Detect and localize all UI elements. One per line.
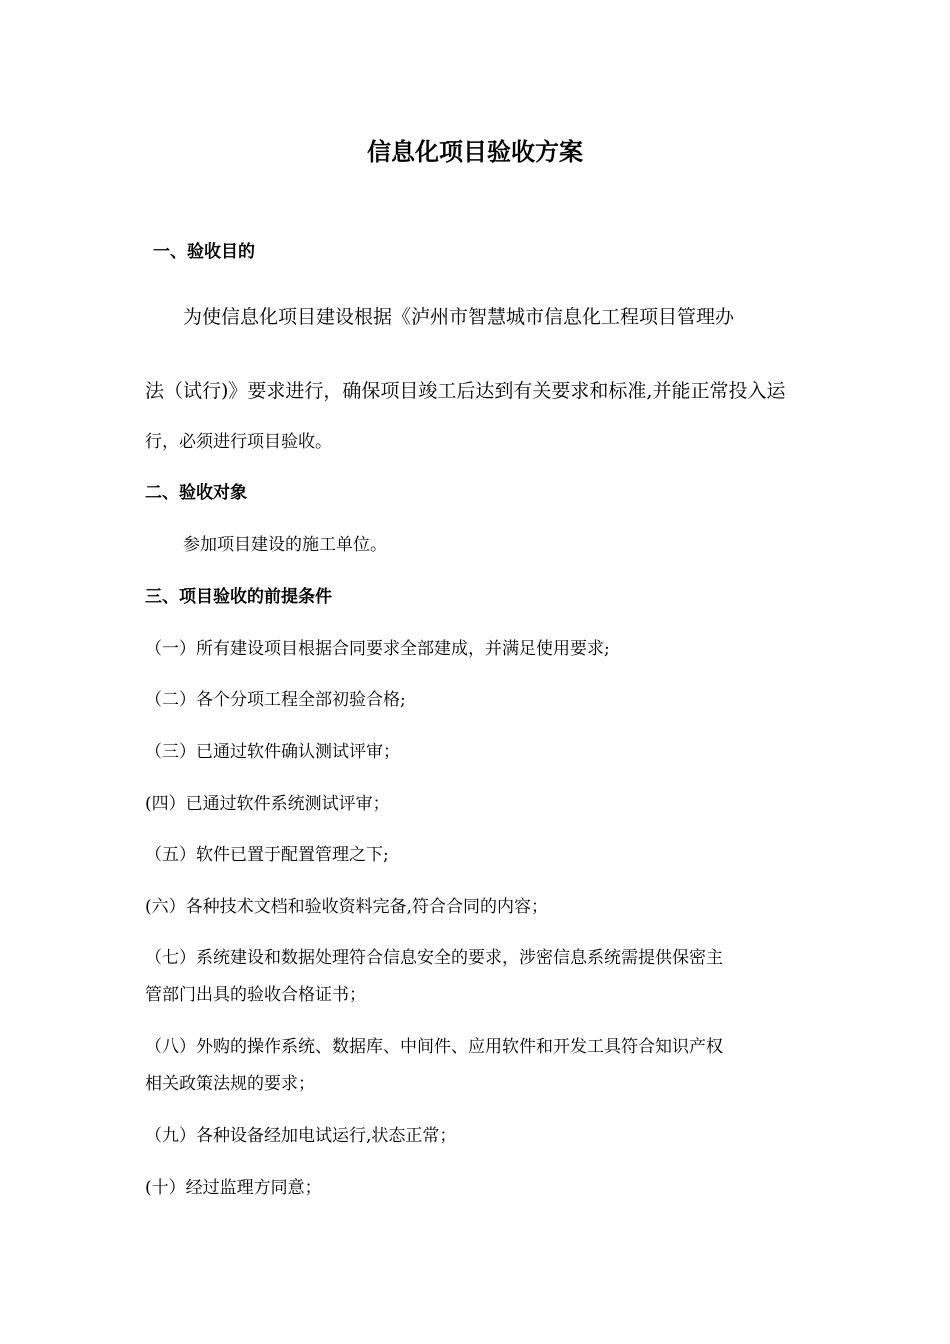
section-heading-preconditions: 三、项目验收的前提条件 [145, 587, 332, 607]
list-item: （八）外购的操作系统、数据库、中间件、应用软件和开发工具符合知识产权 [145, 1037, 723, 1057]
paragraph-line: 法（试行)》要求进行，确保项目竣工后达到有关要求和标准,并能正常投入运 [145, 380, 786, 402]
list-item: （二）各个分项工程全部初验合格; [145, 690, 406, 710]
paragraph-line: 行，必须进行项目验收。 [145, 432, 332, 452]
paragraph-line: 为使信息化项目建设根据《泸州市智慧城市信息化工程项目管理办 [183, 306, 735, 328]
list-item-continuation: 管部门出具的验收合格证书； [145, 985, 366, 1005]
document-title: 信息化项目验收方案 [367, 138, 583, 166]
list-item: （五）软件已置于配置管理之下; [145, 845, 389, 865]
list-item: (十）经过监理方同意； [145, 1178, 322, 1198]
paragraph-line: 参加项目建设的施工单位。 [183, 535, 387, 555]
list-item: （三）已通过软件确认测试评审； [145, 742, 400, 762]
list-item-continuation: 相关政策法规的要求； [145, 1074, 315, 1094]
list-item: （一）所有建设项目根据合同要求全部建成，并满足使用要求; [145, 639, 610, 659]
list-item: (六）各种技术文档和验收资料完备,符合合同的内容； [145, 897, 549, 917]
section-heading-purpose: 一、验收目的 [153, 242, 255, 262]
list-item: （七）系统建设和数据处理符合信息安全的要求，涉密信息系统需提供保密主 [145, 948, 723, 968]
list-item: (四）已通过软件系统测试评审； [145, 794, 390, 814]
section-heading-target: 二、验收对象 [145, 483, 247, 503]
list-item: （九）各种设备经加电试运行,状态正常； [145, 1126, 457, 1146]
